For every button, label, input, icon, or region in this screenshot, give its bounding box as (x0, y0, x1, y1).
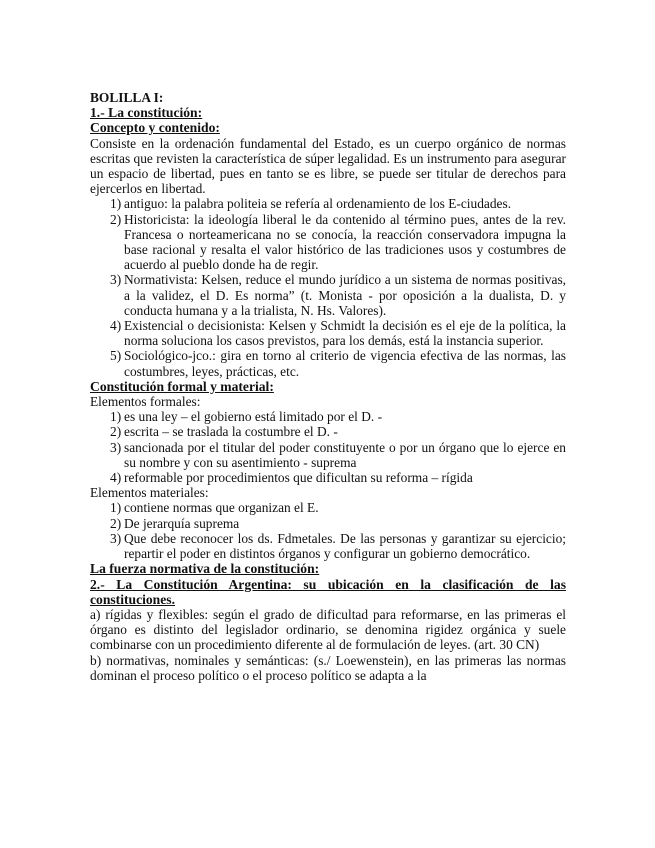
list-item-number: 2) (110, 211, 122, 227)
list-item-number: 1) (110, 500, 122, 516)
list-item (90, 409, 566, 424)
list-item (90, 516, 566, 531)
list-item-text: reformable por procedimientos que dificultan su reforma – rígida (124, 470, 473, 486)
list-item (90, 500, 566, 515)
list-item-number: 4) (110, 470, 122, 486)
document-page (90, 90, 566, 683)
list-item (90, 531, 566, 561)
list-item (90, 470, 566, 485)
list-item-number: 1) (110, 409, 122, 425)
list-item (90, 348, 566, 378)
list-item (90, 272, 566, 318)
section-2-heading: 2.- La Constitución Argentina: su ubicación en la clasificación de las constituciones. (90, 576, 566, 607)
list-item-text: antiguo: la palabra politeia se refería al ordenamiento de los E-ciudades. (124, 196, 512, 212)
paragraph-a: a) rígidas y flexibles: según el grado de dificultad para reformarse, en las primeras el órgano es distinto del legislador ordinario, se denomina rigidez orgánica y suele combinarse con un procedimiento diferente al de formulación de leyes. (art. 30 CN) (90, 606, 566, 653)
list-item-text: escrita – se traslada la costumbre el D. - (124, 424, 338, 440)
list-item-number: 3) (110, 272, 122, 288)
section-1-title: 1.- La constitución: (90, 105, 203, 121)
materiales-list (90, 500, 566, 561)
concepto-intro: Consiste en la ordenación fundamental del Estado, es un cuerpo orgánico de normas escritas que revisten la característica de súper legalidad. Es un instrumento para asegurar un espacio de libertad, pues en tanto se es libre, se puede ser titular de derechos para ejercerlos en libertad. (90, 135, 566, 197)
formales-list (90, 409, 566, 485)
list-item-number: 4) (110, 318, 122, 334)
bolilla-title: BOLILLA I: (90, 90, 164, 105)
list-item-text: Que debe reconocer los ds. Fdmetales. De las personas y garantizar su ejercicio; repartir el poder en distintos órganos y configurar un gobierno democrático. (124, 530, 566, 562)
list-item-text: Historicista: la ideología liberal le da contenido al término pues, antes de la rev. Francesa o norteamericana no se conocía, la reacción conservadora impugna la base racional y resalta el valor histórico de las tradiciones usos y costumbres de acuerdo al pueblo donde ha de regir. (124, 211, 566, 273)
formales-label: Elementos formales: (90, 394, 201, 410)
formal-material-heading: Constitución formal y material: (90, 378, 274, 394)
materiales-label: Elementos materiales: (90, 485, 209, 501)
list-item (90, 424, 566, 439)
list-item-number: 3) (110, 439, 122, 455)
list-item (90, 196, 566, 211)
list-item-text: es una ley – el gobierno está limitado por el D. - (124, 409, 383, 425)
fuerza-normativa-heading: La fuerza normativa de la constitución: (90, 561, 320, 577)
list-item (90, 318, 566, 348)
list-item-text: Sociológico-jco.: gira en torno al criterio de vigencia efectiva de las normas, las costumbres, leyes, prácticas, etc. (124, 348, 566, 379)
list-item-number: 5) (110, 348, 122, 364)
list-item-number: 3) (110, 530, 122, 546)
list-item-text: De jerarquía suprema (124, 515, 240, 531)
list-item-number: 1) (110, 196, 122, 212)
list-item-text: sancionada por el titular del poder constituyente o por un órgano que lo ejerce en su nombre y con su asentimiento - suprema (124, 439, 566, 470)
list-item (90, 212, 566, 273)
paragraph-b: b) normativas, nominales y semánticas: (s./ Loewenstein), en las primeras las normas dominan el proceso político o el proceso político se adapta a la (90, 652, 566, 683)
list-item-text: Normativista: Kelsen, reduce el mundo jurídico a un sistema de normas positivas, a la validez, el D. Es norma” (t. Monista - por oposición a la dualista, D. y conducta humana y a la trialista, N. Hs. Valores). (124, 272, 566, 318)
concepto-list (90, 196, 566, 378)
list-item (90, 440, 566, 470)
concepto-heading: Concepto y contenido: (90, 120, 220, 136)
list-item-number: 2) (110, 515, 122, 531)
list-item-text: contiene normas que organizan el E. (124, 500, 319, 516)
list-item-text: Existencial o decisionista: Kelsen y Schmidt la decisión es el eje de la política, la norma soluciona los casos previstos, para los demás, está la instancia superior. (124, 318, 566, 349)
list-item-number: 2) (110, 424, 122, 440)
